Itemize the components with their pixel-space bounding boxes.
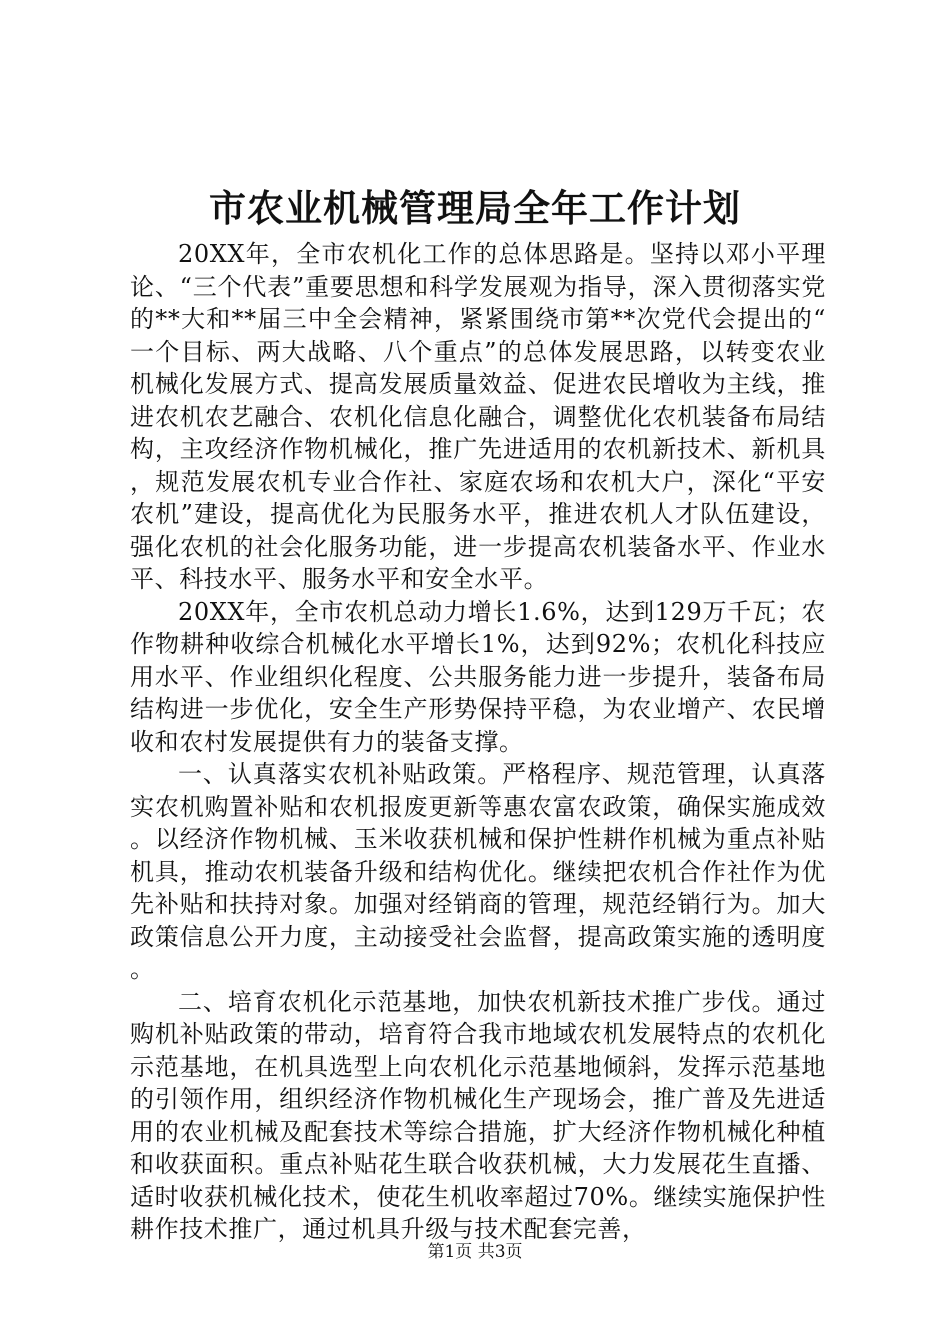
page-number-footer: 第1页 共3页 — [427, 1242, 523, 1262]
paragraph-targets: 20XX年，全市农机总动力增长1.6%，达到129万千瓦；农作物耕种收综合机械化水平增长1%，达到92%；农机化科技应用水平、作业组织化程度、公共服务能力进一步提升，装备布局结构进一步优化，安全生产形势保持平稳，为农业增产、农民增收和农村发展提供有力的装备支撑。 — [130, 597, 826, 756]
paragraph-overall-approach: 20XX年，全市农机化工作的总体思路是。坚持以邓小平理论、“三个代表”重要思想和科学发展观为指导，深入贯彻落实党的**大和**届三中全会精神，紧紧围绕市第**次党代会提出的“一个目标、两大战略、八个重点”的总体发展思路，以转变农业机械化发展方式、提高发展质量效益、促进农民增收为主线，推进农机农艺融合、农机化信息化融合，调整优化农机装备布局结构，主攻经济作物机械化，推广先进适用的农机新技术、新机具，规范发展农机专业合作社、家庭农场和农机大户，深化“平安农机”建设，提高优化为民服务水平，推进农机人才队伍建设，强化农机的社会化服务功能，进一步提高农机装备水平、作业水平、科技水平、服务水平和安全水平。 — [130, 240, 826, 593]
paragraph-subsidy-policy: 一、认真落实农机补贴政策。严格程序、规范管理，认真落实农机购置补贴和农机报废更新等惠农富农政策，确保实施成效。以经济作物机械、玉米收获机械和保护性耕作机械为重点补贴机具，推动农机装备升级和结构优化。继续把农机合作社作为优先补贴和扶持对象。加强对经销商的管理，规范经销行为。加大政策信息公开力度，主动接受社会监督，提高政策实施的透明度。 — [130, 760, 826, 983]
paragraph-demonstration-bases: 二、培育农机化示范基地，加快农机新技术推广步伐。通过购机补贴政策的带动，培育符合我市地域农机发展特点的农机化示范基地，在机具选型上向农机化示范基地倾斜，发挥示范基地的引领作用，组织经济作物机械化生产现场会，推广普及先进适用的农业机械及配套技术等综合措施，扩大经济作物机械化种植和收获面积。重点补贴花生联合收获机械，大力发展花生直播、适时收获机械化技术，使花生机收率超过70%。继续实施保护性耕作技术推广，通过机具升级与技术配套完善， — [130, 987, 826, 1243]
document-body — [130, 238, 826, 1246]
document-title: 市农业机械管理局全年工作计划 — [209, 186, 741, 230]
